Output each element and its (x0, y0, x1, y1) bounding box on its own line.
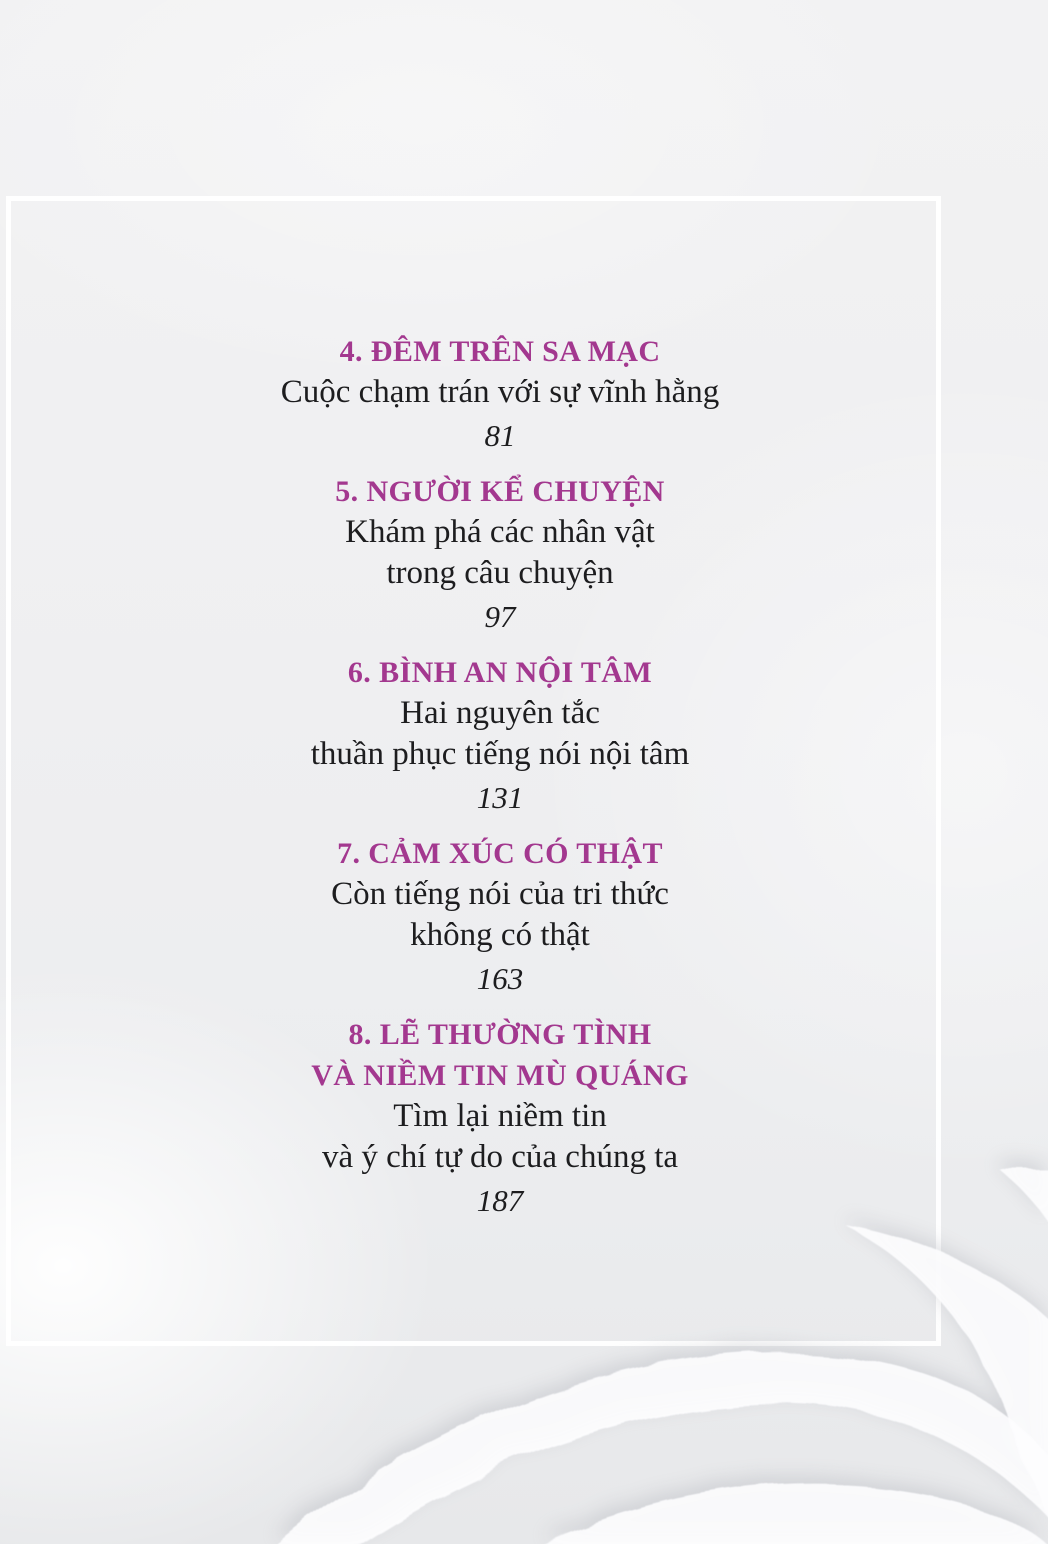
chapter-page-number: 163 (476, 961, 524, 996)
chapter-subtitle-line: Hai nguyên tắc (400, 695, 600, 731)
chapter-subtitle-line: thuần phục tiếng nói nội tâm (310, 736, 690, 772)
chapter-subtitle-line: Còn tiếng nói của tri thức (331, 876, 669, 912)
chapter-page-number: 187 (476, 1183, 524, 1218)
chapter-title-line: 6. BÌNH AN NỘI TÂM (347, 656, 653, 689)
toc-entry (0, 833, 1000, 999)
chapter-title (0, 652, 1000, 693)
chapter-title-line: VÀ NIỀM TIN MÙ QUÁNG (311, 1059, 689, 1092)
chapter-title (0, 1014, 1000, 1096)
chapter-page-number: 97 (484, 599, 516, 634)
table-of-contents (0, 331, 1000, 1221)
chapter-title-line: 4. ĐÊM TRÊN SA MẠC (339, 335, 661, 368)
petal-group (230, 1170, 1048, 1544)
chapter-title (0, 471, 1000, 512)
chapter-page-number: 131 (476, 780, 524, 815)
chapter-title-line: 7. CẢM XÚC CÓ THẬT (337, 837, 663, 870)
toc-entry (0, 331, 1000, 456)
chapter-page-number: 81 (484, 418, 516, 453)
chapter-title (0, 331, 1000, 372)
chapter-subtitle (0, 874, 1000, 956)
chapter-title-line: 5. NGƯỜI KỂ CHUYỆN (335, 475, 665, 508)
flower-petals-decoration (188, 1124, 1048, 1544)
chapter-subtitle-line: Cuộc chạm trán với sự vĩnh hằng (280, 374, 720, 410)
toc-entry (0, 652, 1000, 818)
chapter-subtitle-line: không có thật (410, 917, 590, 953)
chapter-subtitle (0, 693, 1000, 775)
toc-entry (0, 471, 1000, 637)
chapter-subtitle (0, 372, 1000, 413)
petal-corner-sliver (1000, 1170, 1048, 1240)
chapter-title-line: 8. LẼ THƯỜNG TÌNH (348, 1018, 652, 1051)
chapter-subtitle-line: Tìm lại niềm tin (393, 1098, 607, 1134)
chapter-title (0, 833, 1000, 874)
chapter-subtitle-line: Khám phá các nhân vật (345, 514, 655, 550)
chapter-subtitle (0, 512, 1000, 594)
chapter-subtitle-line: và ý chí tự do của chúng ta (321, 1139, 679, 1175)
petal-lower-right (430, 1485, 1048, 1544)
chapter-subtitle-line: trong câu chuyện (386, 555, 614, 591)
